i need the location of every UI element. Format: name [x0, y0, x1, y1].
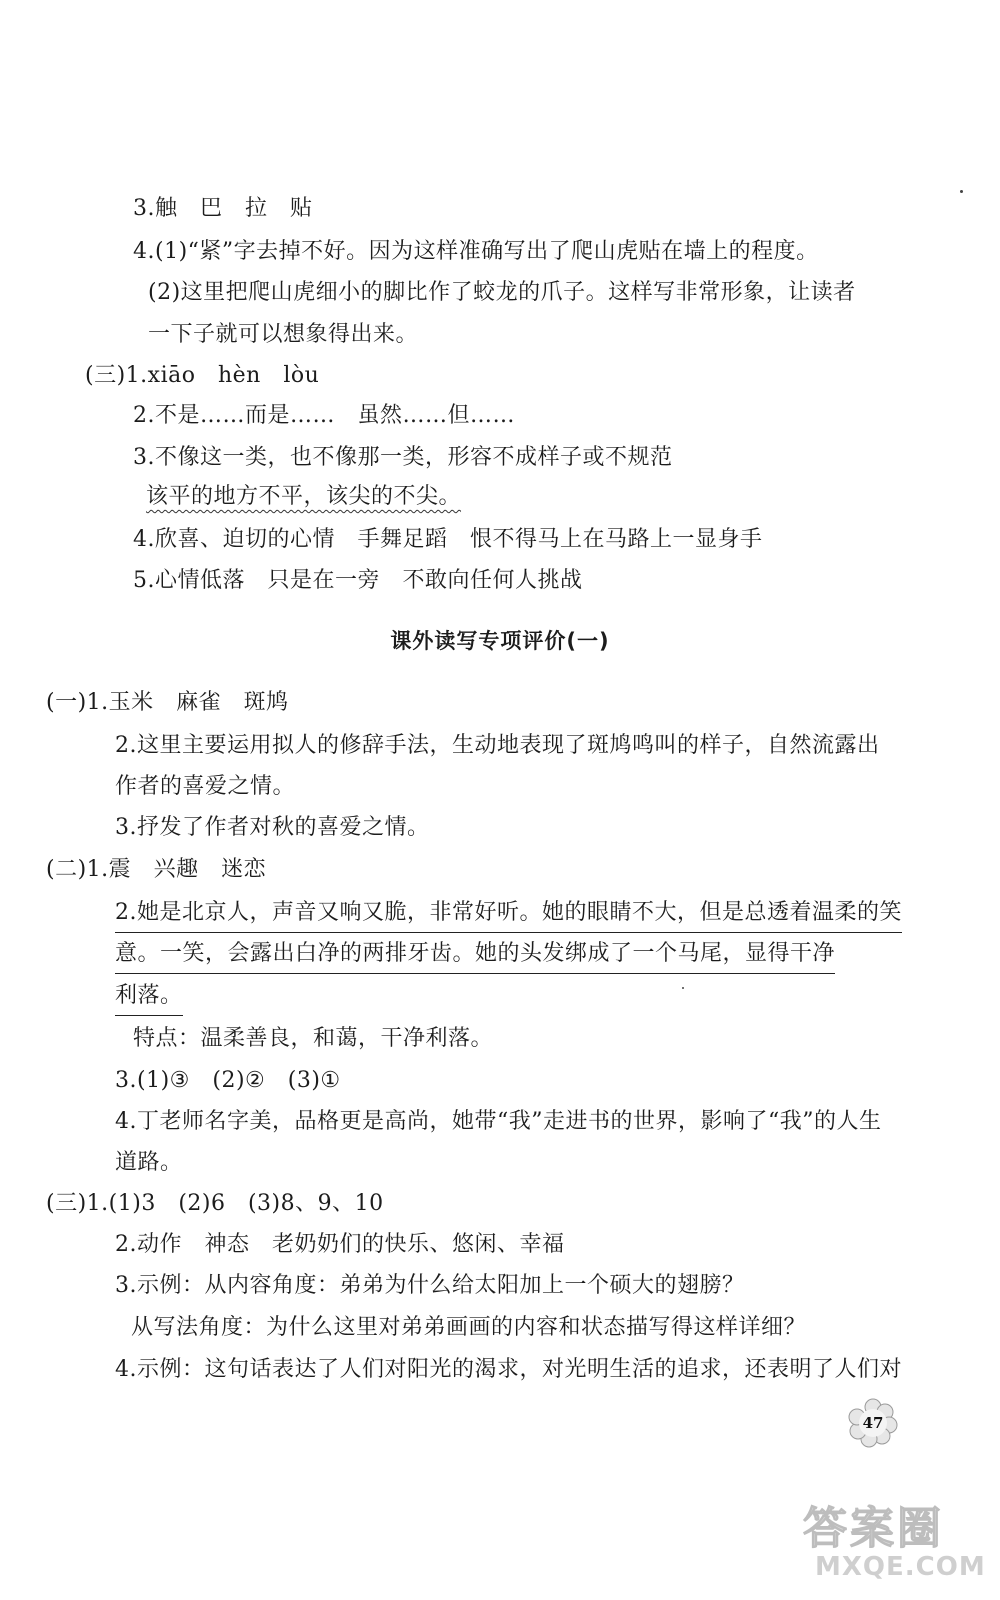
answer-line: (2)这里把爬山虎细小的脚比作了蛟龙的爪子。这样写非常形象，让读者	[148, 280, 856, 305]
answer-line: 5.心情低落 只是在一旁 不敢向任何人挑战	[133, 568, 583, 593]
answer-line: 3.不像这一类，也不像那一类，形容不成样子或不规范	[133, 445, 673, 470]
watermark-url: MXQE.COM	[815, 1552, 986, 1582]
answer-line: 3.示例：从内容角度：弟弟为什么给太阳加上一个硕大的翅膀？	[115, 1273, 745, 1298]
answer-line: (二)1.震 兴趣 迷恋	[46, 857, 267, 882]
answer-line: 3.抒发了作者对秋的喜爱之情。	[115, 815, 430, 840]
answer-line: (一)1.玉米 麻雀 斑鸠	[46, 690, 289, 715]
page-number: 47	[862, 1414, 884, 1432]
answer-line: 3.(1)③ (2)② (3)①	[115, 1068, 341, 1093]
answer-line: 道路。	[115, 1150, 183, 1175]
underlined-line: 意。一笑，会露出白净的两排牙齿。她的头发绑成了一个马尾，显得干净	[115, 939, 835, 974]
answer-line: (三)1.(1)3 (2)6 (3)8、9、10	[46, 1191, 384, 1216]
scan-speck	[960, 190, 963, 193]
scan-speck	[682, 987, 684, 989]
underlined-line: 利落。	[115, 981, 183, 1016]
answer-line: 一下子就可以想象得出来。	[148, 322, 419, 347]
answer-line: 4.欣喜、迫切的心情 手舞足蹈 恨不得马上在马路上一显身手	[133, 527, 763, 552]
wavy-underlined-line: 该平的地方不平，该尖的不尖。	[146, 484, 462, 509]
watermark-logo	[795, 1490, 985, 1595]
underlined-line: 2.她是北京人，声音又响又脆，非常好听。她的眼睛不大，但是总透着温柔的笑	[115, 898, 902, 933]
answer-line: 3.触 巴 拉 贴	[133, 196, 313, 221]
answer-line: 2.不是……而是…… 虽然……但……	[133, 403, 515, 428]
answer-line: 4.(1)“紧”字去掉不好。因为这样准确写出了爬山虎贴在墙上的程度。	[133, 239, 819, 264]
answer-line: 从写法角度：为什么这里对弟弟画画的内容和状态描写得这样详细？	[131, 1315, 807, 1340]
answer-line: 2.动作 神态 老奶奶们的快乐、悠闲、幸福	[115, 1232, 565, 1257]
page-number-badge	[848, 1398, 898, 1448]
answer-line: 作者的喜爱之情。	[115, 774, 296, 799]
answer-line: 4.丁老师名字美，品格更是高尚，她带“我”走进书的世界，影响了“我”的人生	[115, 1109, 882, 1134]
answer-line: 4.示例：这句话表达了人们对阳光的渴求，对光明生活的追求，还表明了人们对	[115, 1357, 902, 1382]
answer-line: (三)1.xiāo hèn lòu	[85, 363, 320, 388]
answer-line: 特点：温柔善良，和蔼，干净利落。	[133, 1026, 494, 1051]
watermark-title: 答案圈	[803, 1503, 944, 1554]
section-title: 课外读写专项评价(一)	[390, 629, 610, 653]
answer-line: 2.这里主要运用拟人的修辞手法，生动地表现了斑鸠鸣叫的样子，自然流露出	[115, 733, 880, 758]
